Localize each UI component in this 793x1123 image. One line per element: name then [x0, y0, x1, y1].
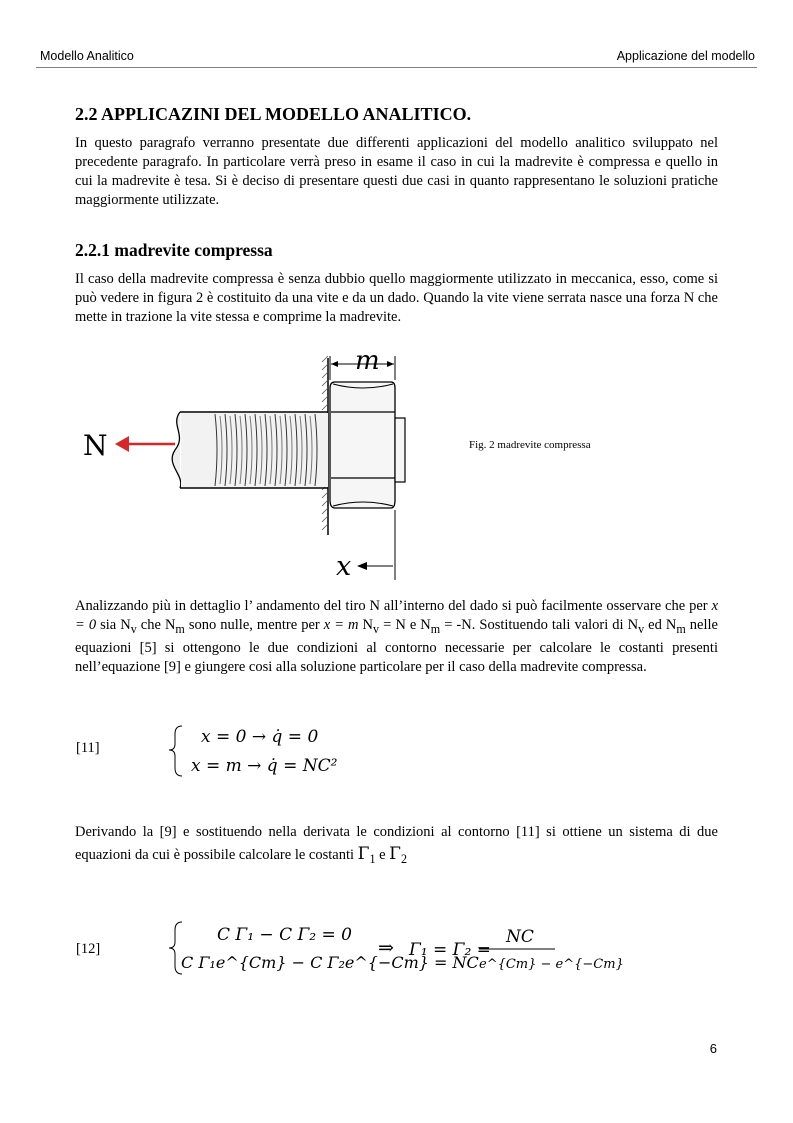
- equation-11-line-1: x = 0 → q̇ = 0: [201, 727, 319, 747]
- equation-11-label: [11]: [76, 740, 100, 756]
- label-m: m: [355, 346, 380, 376]
- x-axis-arrow: [357, 510, 395, 580]
- page-number: 6: [709, 1041, 717, 1056]
- intro-paragraph: In questo paragrafo verranno presentate due differenti applicazioni del modello analitico sviluppato nel precedente paragrafo. In particolare verrà preso in esame il caso in cui la madrevite è compressa e quello in cui la madrevite è tesa. Si è deciso di presentare questi due casi in quanto rappresentano le soluzioni pratiche maggiormente utilizzate.: [75, 135, 718, 208]
- running-header-right: Applicazione del modello: [616, 49, 755, 63]
- equation-12-numerator: NC: [506, 927, 534, 947]
- header-rule: [36, 67, 757, 68]
- force-arrow: [115, 436, 175, 452]
- equation-12-result: Γ₁ = Γ₂ =: [409, 940, 491, 960]
- running-header-left: Modello Analitico: [40, 49, 134, 63]
- label-N: N: [83, 429, 108, 462]
- equation-12-label: [12]: [76, 941, 101, 957]
- subsection-heading: 2.2.1 madrevite compressa: [75, 240, 273, 260]
- equation-12-denominator: e^{Cm} − e^{−Cm}: [479, 957, 624, 972]
- nut-shape: [330, 382, 405, 508]
- figure-caption: Fig. 2 madrevite compressa: [469, 439, 591, 451]
- analysis-paragraph: Analizzando più in dettaglio l’ andamento del tiro N all’interno del dado si può facilmente osservare che per x = 0 sia $N_v$ che $N_m$ sono nulle, mentre per x = m $N_v = N$ e $N_m = -N$. Sostituendo tali valori di $N_v$ ed $N_m$ nelle equazioni [5] si ottengono le due condizioni al contorno necessarie per calcolare le costanti presenti nell’equazione [9] e giungere cosi alla soluzione particolare per il caso della madrevite compressa.: [75, 598, 718, 675]
- madrevite-compressa-paragraph: Il caso della madrevite compressa è senza dubbio quello maggiormente utilizzato in meccanica, esso, come si può vedere in figura 2 è costituito da una vite e da un dado. Quando la vite viene serrata nasce una forza N che mette in trazione la vite stessa e comprime la madrevite.: [75, 271, 718, 325]
- equation-12-line-1: C Γ₁ − C Γ₂ = 0: [217, 925, 352, 945]
- equation-12: [165, 918, 624, 978]
- equation-11-line-2: x = m → q̇ = NC²: [191, 756, 338, 776]
- equation-11: [165, 720, 345, 780]
- label-x: x: [336, 551, 352, 582]
- section-heading: 2.2 APPLICAZINI DEL MODELLO ANALITICO.: [75, 104, 472, 124]
- implies-symbol: ⇒: [378, 937, 394, 959]
- bolt-nut-figure: [75, 340, 535, 590]
- derivando-paragraph: Derivando la [9] e sostituendo nella derivata le condizioni al contorno [11] si ottiene un sistema di due equazioni da cui è possibile calcolare le costanti $\Gamma_1$ e $\Gamma_2$: [75, 824, 718, 866]
- equation-12-line-2: C Γ₁e^{Cm} − C Γ₂e^{−Cm} = NC: [181, 953, 479, 972]
